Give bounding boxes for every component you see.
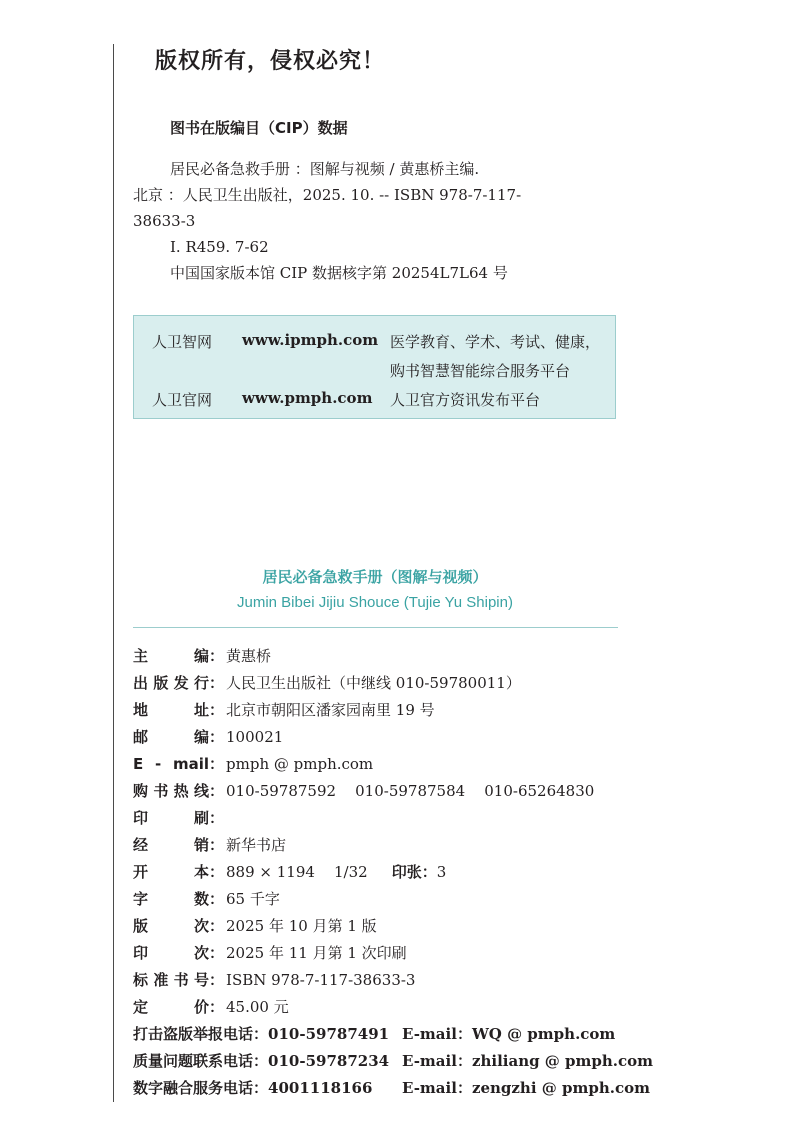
- info-value: 889 × 1194 1/32: [226, 863, 368, 881]
- contact-row: 数字融合服务电话：4001118166 E-mail：zengzhi @ pmph.com: [133, 1079, 650, 1097]
- info-value: 100021: [226, 728, 284, 746]
- info-label: 标准书号: [133, 971, 209, 989]
- email-label: E-mail: [402, 1079, 457, 1097]
- info-value: pmph @ pmph.com: [226, 755, 374, 773]
- info-row: 地址： 北京市朝阳区潘家园南里 19 号: [133, 701, 435, 719]
- website-url[interactable]: www.ipmph.com: [242, 331, 379, 349]
- cip-line: Ⅰ. R459. 7-62: [170, 238, 269, 256]
- title-divider: [133, 627, 618, 628]
- cip-line: 居民必备急救手册 ：图解与视频 / 黄惠桥主编.: [170, 160, 480, 178]
- info-row: 购书热线： 010-59787592 010-59787584 010-65264830: [133, 782, 595, 800]
- contact-label: 打击盗版举报电话: [133, 1025, 254, 1043]
- info-value: 010-59787592 010-59787584 010-65264830: [226, 782, 595, 800]
- info-row: 开本： 889 × 1194 1/32 印张：3: [133, 863, 447, 881]
- info-extra-value: 3: [436, 863, 447, 881]
- email-label: E-mail: [402, 1052, 457, 1070]
- contact-email: WQ @ pmph.com: [471, 1025, 616, 1043]
- copyright-notice: 版权所有，侵权必究！: [155, 49, 386, 74]
- info-row: 印刷：: [133, 809, 225, 827]
- info-label: E - mail: [133, 755, 209, 773]
- info-label: 版次: [133, 917, 209, 935]
- info-row: 出版发行： 人民卫生出版社（中继线 010-59780011）: [133, 674, 521, 692]
- info-row: 字数： 65 千字: [133, 890, 280, 908]
- website-box: [133, 315, 616, 419]
- info-label: 字数: [133, 890, 209, 908]
- cip-line: 38633-3: [133, 212, 196, 230]
- contact-email: zengzhi @ pmph.com: [471, 1079, 650, 1097]
- info-label: 购书热线: [133, 782, 209, 800]
- info-value: ISBN 978-7-117-38633-3: [226, 971, 416, 989]
- website-desc: 人卫官方资讯发布平台: [390, 391, 541, 409]
- book-title-pinyin: Jumin Bibei Jijiu Shouce (Tujie Yu Shipin): [237, 594, 513, 611]
- info-label: 邮编: [133, 728, 209, 746]
- info-label: 经销: [133, 836, 209, 854]
- website-url[interactable]: www.pmph.com: [242, 389, 373, 407]
- info-label: 出版发行: [133, 674, 209, 692]
- info-label: 印次: [133, 944, 209, 962]
- website-desc: 购书智慧智能综合服务平台: [390, 362, 571, 380]
- email-label: E-mail: [402, 1025, 457, 1043]
- info-row: E - mail： pmph @ pmph.com: [133, 755, 374, 773]
- contact-phone: 4001118166: [268, 1079, 373, 1097]
- book-title-chinese: 居民必备急救手册（图解与视频）: [262, 568, 488, 586]
- info-value: 人民卫生出版社（中继线 010-59780011）: [226, 674, 521, 692]
- website-name: 人卫智网: [152, 333, 213, 351]
- website-name: 人卫官网: [152, 391, 213, 409]
- publication-info: [133, 646, 654, 1105]
- info-value: 黄惠桥: [226, 647, 272, 665]
- info-value: 北京市朝阳区潘家园南里 19 号: [226, 701, 435, 719]
- contact-email: zhiliang @ pmph.com: [471, 1052, 654, 1070]
- info-row: 主编： 黄惠桥: [133, 647, 272, 665]
- info-row: 邮编： 100021: [133, 728, 284, 746]
- contact-phone: 010-59787491: [268, 1025, 390, 1043]
- info-row: 定价： 45.00 元: [133, 998, 289, 1016]
- cip-line: 北京 ：人民卫生出版社，2025. 10. -- ISBN 978-7-117-: [133, 186, 522, 204]
- info-value: 新华书店: [226, 836, 287, 854]
- contact-label: 质量问题联系电话: [133, 1052, 254, 1070]
- info-label: 定价: [133, 998, 209, 1016]
- info-label: 地址: [133, 701, 209, 719]
- info-extra-label: 印张: [391, 863, 422, 881]
- contact-row: 打击盗版举报电话：010-59787491 E-mail：WQ @ pmph.com: [133, 1025, 616, 1043]
- info-value: [224, 809, 226, 827]
- cip-line: 中国国家版本馆 CIP 数据核字第 20254L7L64 号: [170, 264, 508, 282]
- info-label: 主编: [133, 647, 209, 665]
- info-value: 65 千字: [226, 890, 280, 908]
- info-row: 标准书号： ISBN 978-7-117-38633-3: [133, 971, 416, 989]
- info-label: 开本: [133, 863, 209, 881]
- info-value: 2025 年 11 月第 1 次印刷: [226, 944, 407, 962]
- info-label: 印刷: [133, 809, 209, 827]
- info-value: 2025 年 10 月第 1 版: [226, 917, 377, 935]
- cip-title: 图书在版编目（CIP）数据: [170, 119, 348, 137]
- info-value: 45.00 元: [226, 998, 289, 1016]
- info-row: 版次： 2025 年 10 月第 1 版: [133, 917, 377, 935]
- info-row: 经销： 新华书店: [133, 836, 287, 854]
- contact-phone: 010-59787234: [268, 1052, 390, 1070]
- contact-row: 质量问题联系电话：010-59787234 E-mail：zhiliang @ pmph.com: [133, 1052, 654, 1070]
- info-row: 印次： 2025 年 11 月第 1 次印刷: [133, 944, 407, 962]
- website-desc: 医学教育、学术、考试、健康，: [390, 333, 601, 351]
- cip-block: [133, 156, 603, 286]
- contact-label: 数字融合服务电话: [133, 1079, 254, 1097]
